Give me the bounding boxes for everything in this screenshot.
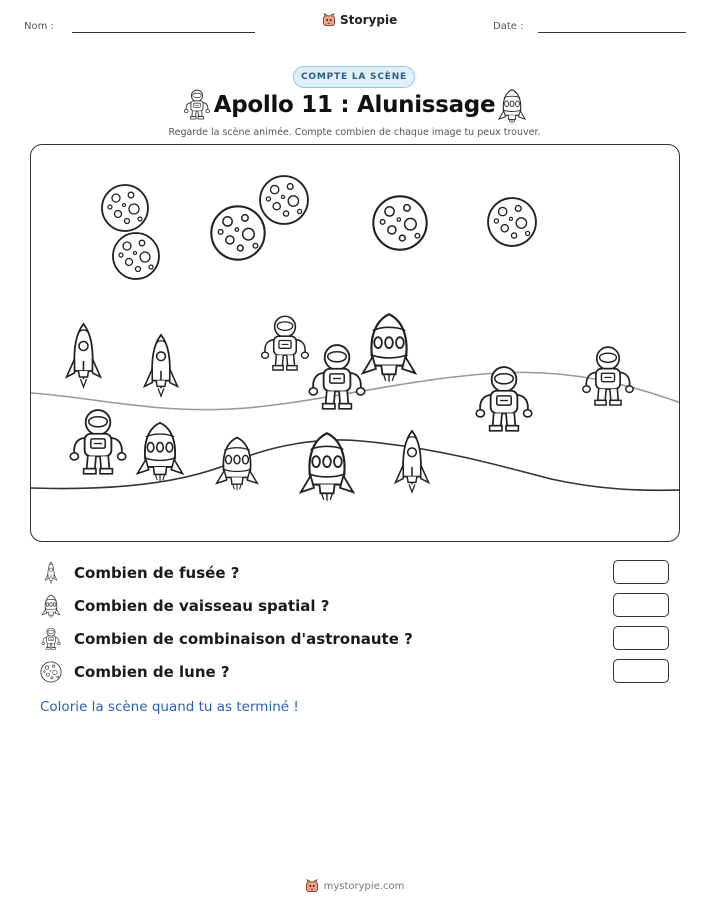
- rocket-3: [395, 431, 428, 492]
- moon-2: [113, 233, 159, 279]
- date-label: Date :: [493, 21, 524, 32]
- rocket-1: [67, 324, 101, 387]
- spaceship-4: [301, 433, 353, 501]
- question-spaceships: [40, 594, 329, 618]
- brand-name: Storypie: [340, 13, 398, 27]
- answer-box-spaceships[interactable]: [613, 593, 669, 617]
- spaceship-icon: [40, 594, 62, 618]
- moon-3: [211, 206, 264, 259]
- astronaut-1: [262, 316, 309, 370]
- activity-badge: COMPTE LA SCÈNE: [293, 66, 415, 88]
- storypie-mascot-icon: [305, 879, 319, 893]
- spaceship-icon: [497, 88, 527, 124]
- rocket-icon: [40, 561, 62, 585]
- footer: [0, 879, 709, 893]
- storypie-mascot-icon: [322, 13, 336, 27]
- name-label: Nom :: [24, 21, 54, 32]
- moon-6: [488, 198, 536, 246]
- coloring-instruction: Colorie la scène quand tu as terminé !: [40, 699, 299, 715]
- scene-frame: [30, 144, 680, 542]
- question-text: Combien de combinaison d'astronaute ?: [74, 630, 413, 648]
- astronaut-4: [583, 347, 633, 405]
- question-astronauts: [40, 627, 413, 651]
- spaceship-2: [137, 423, 182, 481]
- astronaut-5: [70, 410, 126, 474]
- rocket-2: [144, 335, 177, 396]
- astronaut-3: [476, 367, 532, 431]
- question-rockets: [40, 561, 239, 585]
- near-horizon-line: [31, 440, 680, 490]
- instructions: Regarde la scène animée. Compte combien de chaque image tu peux trouver.: [168, 127, 541, 138]
- question-moons: [40, 660, 230, 684]
- answer-box-rockets[interactable]: [613, 560, 669, 584]
- moon-landing-scene: [31, 145, 680, 542]
- spaceship-1: [363, 314, 415, 382]
- footer-url[interactable]: mystorypie.com: [323, 880, 405, 892]
- answer-box-moons[interactable]: [613, 659, 669, 683]
- date-line[interactable]: [538, 32, 686, 33]
- moon-1: [102, 185, 148, 231]
- page-title: Apollo 11 : Alunissage: [213, 92, 496, 118]
- spaceship-3: [217, 438, 258, 491]
- question-text: Combien de fusée ?: [74, 564, 240, 582]
- moon-5: [373, 196, 426, 249]
- moon-4: [260, 176, 308, 224]
- name-line[interactable]: [72, 32, 255, 33]
- answer-box-astronauts[interactable]: [613, 626, 669, 650]
- brand-logo: [322, 13, 397, 27]
- moon-icon: [40, 660, 62, 684]
- question-text: Combien de vaisseau spatial ?: [74, 597, 330, 615]
- astronaut-icon: [40, 627, 62, 651]
- question-text: Combien de lune ?: [74, 663, 230, 681]
